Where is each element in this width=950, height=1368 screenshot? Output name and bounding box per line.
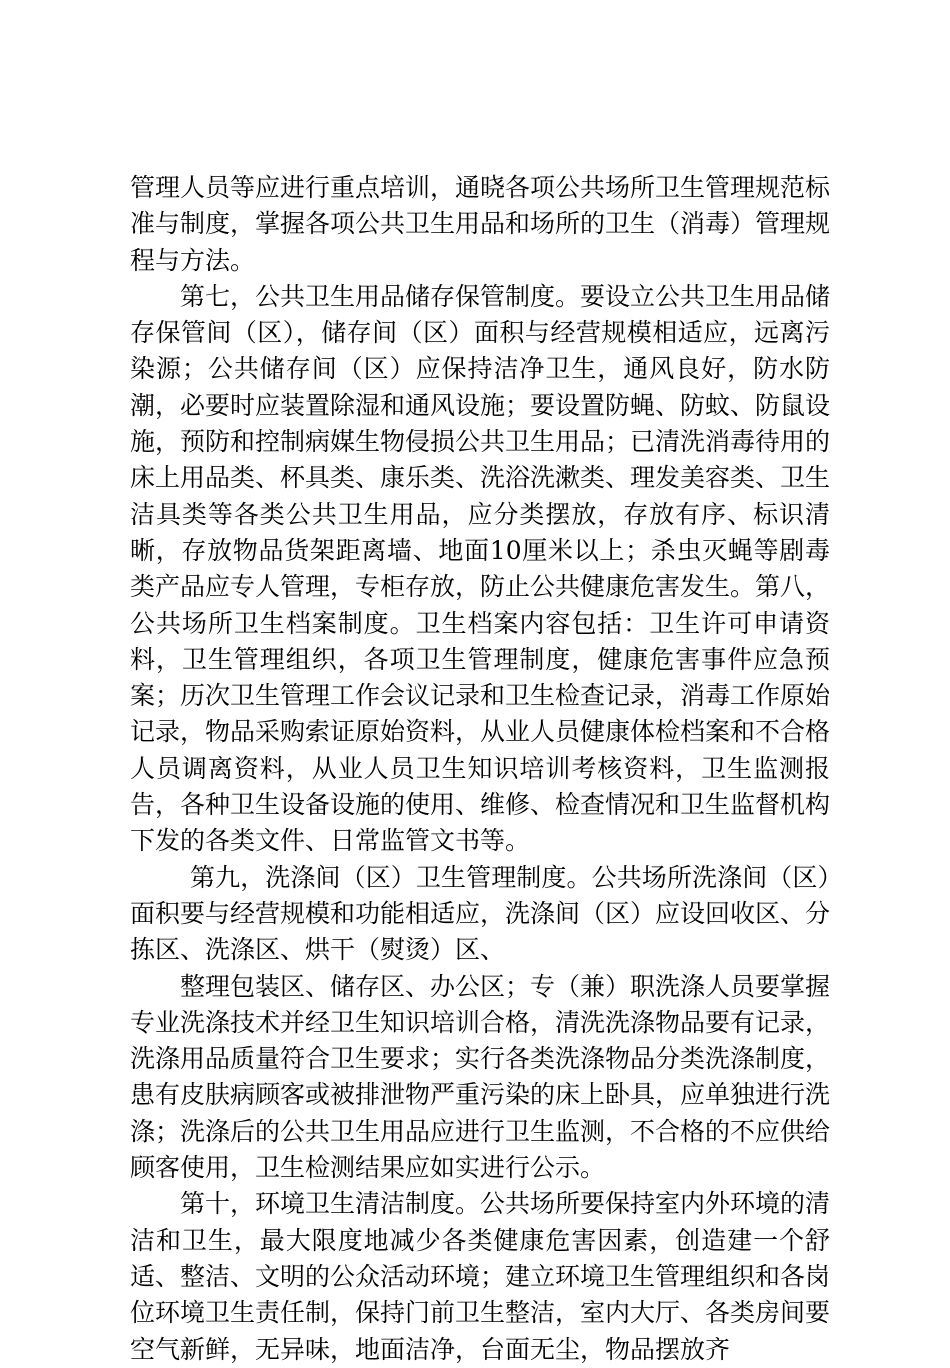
paragraph-article-10: 第十，环境卫生清洁制度。公共场所要保持室内外环境的清洁和卫生，最大限度地减少各类健康危害因素，创造建一个舒适、整洁、文明的公众活动环境；建立环境卫生管理组织和各岗位环境卫生责任制，保持门前卫生整洁，室内大厅、各类房间要空气新鲜，无异味，地面洁净，台面无尘，物品摆放齐: [130, 1189, 831, 1364]
paragraph-article-9-continued: 整理包装区、储存区、办公区；专（兼）职洗涤人员要掌握专业洗涤技术并经卫生知识培训合格，清洗洗涤物品要有记录，洗涤用品质量符合卫生要求；实行各类洗涤物品分类洗涤制度，患有皮肤病顾客或被排泄物严重污染的床上卧具，应单独进行洗涤；洗涤后的公共卫生用品应进行卫生监测，不合格的不应供给顾客使用，卫生检测结果应如实进行公示。: [130, 971, 831, 1183]
paragraph-training-continued: 管理人员等应进行重点培训，通晓各项公共场所卫生管理规范标准与制度，掌握各项公共卫生用品和场所的卫生（消毒）管理规程与方法。: [130, 173, 831, 275]
paragraph-article-9: 第九，洗涤间（区）卫生管理制度。公共场所洗涤间（区）面积要与经营规模和功能相适应，洗涤间（区）应设回收区、分拣区、洗涤区、烘干（熨烫）区、: [130, 862, 831, 965]
document-body: [130, 170, 830, 1368]
paragraph-article-7-8: 第七，公共卫生用品储存保管制度。要设立公共卫生用品储存保管间（区），储存间（区）面积与经营规模相适应，远离污染源；公共储存间（区）应保持洁净卫生，通风良好，防水防潮，必要时应装置除湿和通风设施；要设置防蝇、防蚊、防鼠设施，预防和控制病媒生物侵损公共卫生用品；已清洗消毒待用的床上用品类、杯具类、康乐类、洗浴洗漱类、理发美容类、卫生洁具类等各类公共卫生用品，应分类摆放，存放有序、标识清晰，存放物品货架距离墙、地面10厘米以上；杀虫灭蝇等剧毒类产品应专人管理，专柜存放，防止公共健康危害发生。第八，公共场所卫生档案制度。卫生档案内容包括：卫生许可申请资料，卫生管理组织，各项卫生管理制度，健康危害事件应急预案；历次卫生管理工作会议记录和卫生检查记录，消毒工作原始记录，物品采购索证原始资料，从业人员健康体检档案和不合格人员调离资料，从业人员卫生知识培训考核资料，卫生监测报告，各种卫生设备设施的使用、维修、检查情况和卫生监督机构下发的各类文件、日常监管文书等。: [130, 281, 831, 856]
